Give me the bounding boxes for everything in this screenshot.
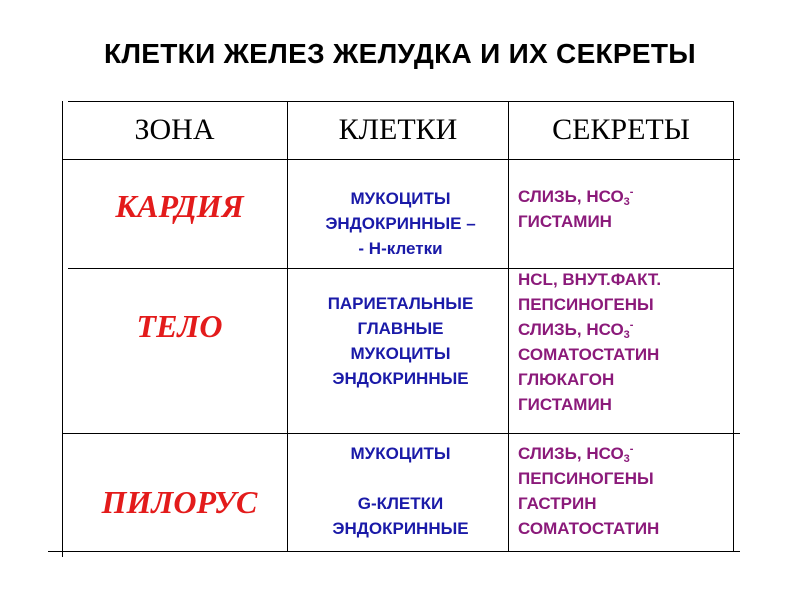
page-title: КЛЕТКИ ЖЕЛЕЗ ЖЕЛУДКА И ИХ СЕКРЕТЫ (103, 38, 697, 69)
cell-line: МУКОЦИТЫ (350, 344, 451, 363)
secrets-body (518, 267, 733, 417)
secret-line: СОМАТОСТАТИН (518, 345, 660, 364)
cells-cardia (288, 186, 513, 261)
secret-line: НCL, ВНУТ.ФАКТ. (518, 270, 662, 289)
secrets-pylorus (518, 441, 733, 541)
cell-line-blank (288, 466, 513, 491)
secret-line: ПЕПСИНОГЕНЫ (518, 295, 654, 314)
secrets-cardia (518, 184, 733, 234)
cell-line: ПАРИЕТАЛЬНЫЕ (327, 294, 474, 313)
cell-line: МУКОЦИТЫ (350, 444, 451, 463)
cell-line: ЭНДОКРИННЫЕ – (325, 214, 476, 233)
header-zone: ЗОНА (134, 113, 215, 146)
table-right-border (733, 101, 734, 552)
secret-line-bicarbonate: СЛИЗЬ, $НСО_3^-$ (518, 443, 634, 465)
header-secrets: СЕКРЕТЫ (552, 113, 690, 146)
secret-line: ГАСТРИН (518, 494, 597, 513)
secret-line: СОМАТОСТАТИН (518, 519, 660, 538)
cell-line: ЭНДОКРИННЫЕ (332, 369, 469, 388)
secret-line: ГЛЮКАГОН (518, 370, 615, 389)
table-header-divider (62, 159, 740, 160)
header-cells: КЛЕТКИ (338, 113, 458, 146)
secret-line: ГИСТАМИН (518, 212, 612, 231)
cell-line: - Н-клетки (358, 239, 443, 258)
cell-line: ЭНДОКРИННЫЕ (332, 519, 469, 538)
secret-line: ГИСТАМИН (518, 395, 612, 414)
cell-line: ГЛАВНЫЕ (357, 319, 444, 338)
secret-line: ПЕПСИНОГЕНЫ (518, 469, 654, 488)
zone-cardia: КАРДИЯ (115, 187, 244, 224)
cell-line: МУКОЦИТЫ (350, 189, 451, 208)
cells-pylorus (288, 441, 513, 541)
table-row-divider (62, 433, 740, 434)
secret-line-bicarbonate: СЛИЗЬ, $НСО_3^-$ (518, 186, 634, 208)
table-bottom-border (48, 551, 740, 552)
secret-line-bicarbonate: СЛИЗЬ, $НСО_3^-$ (518, 319, 634, 341)
zone-body: ТЕЛО (136, 307, 223, 344)
cell-line: G-КЛЕТКИ (357, 494, 444, 513)
cells-body (288, 291, 513, 391)
zone-pylorus: ПИЛОРУС (101, 483, 258, 520)
